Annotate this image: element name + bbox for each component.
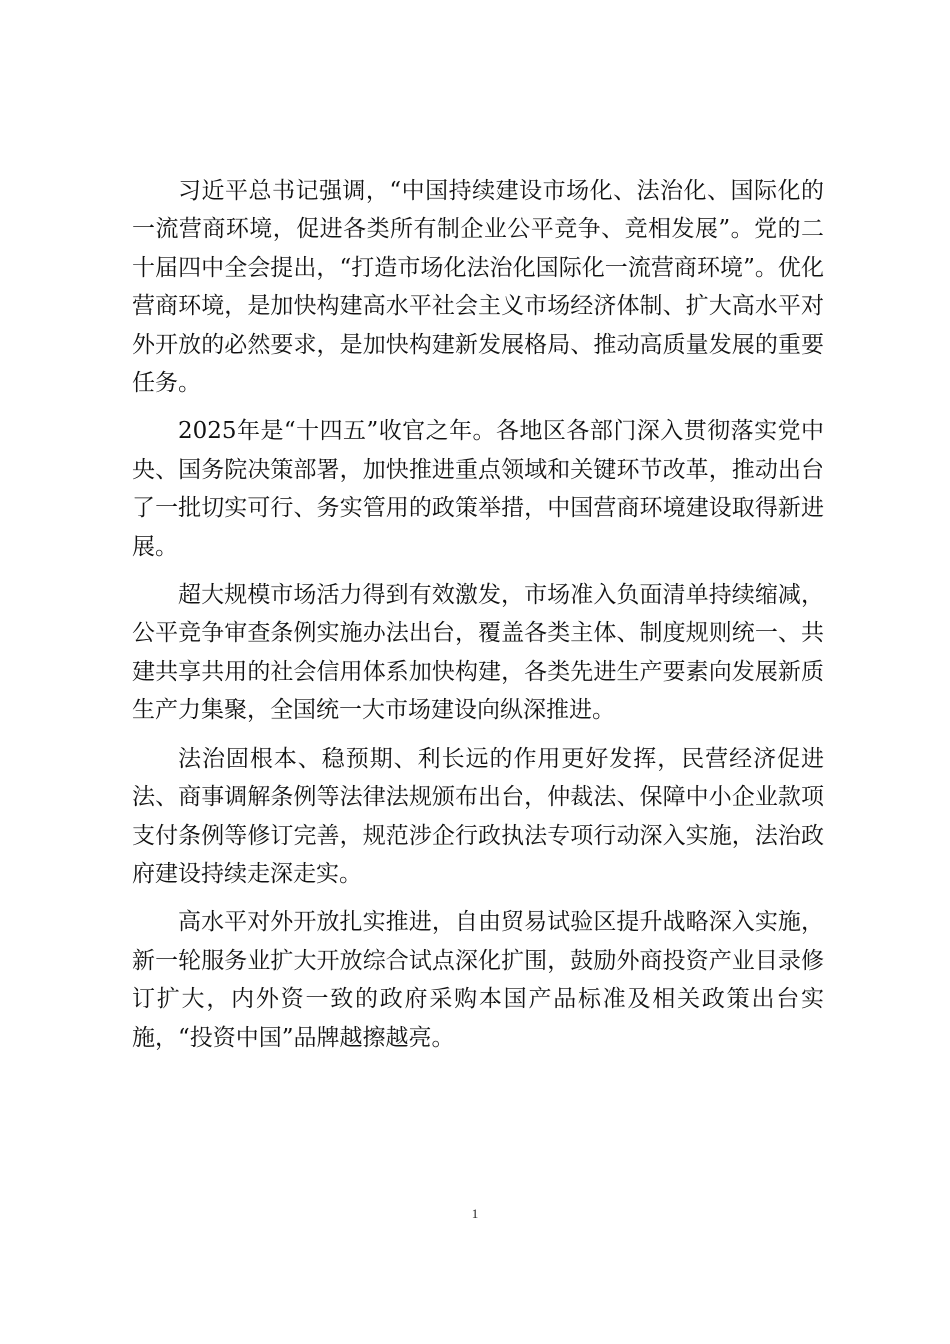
paragraph-3: 超大规模市场活力得到有效激发，市场准入负面清单持续缩减，公平竞争审查条例实施办法出台，覆盖各类主体、制度规则统一、共建共享共用的社会信用体系加快构建，各类先进生产要素向发展新质生产力集聚，全国统一大市场建设向纵深推进。	[132, 582, 824, 724]
paragraph-2: 2025年是“十四五”收官之年。各地区各部门深入贯彻落实党中央、国务院决策部署，加快推进重点领域和关键环节改革，推动出台了一批切实可行、务实管用的政策举措，中国营商环境建设取得新进展。	[132, 418, 824, 560]
paragraph-1: 习近平总书记强调，“中国持续建设市场化、法治化、国际化的一流营商环境，促进各类所有制企业公平竞争、竞相发展”。党的二十届四中全会提出，“打造市场化法治化国际化一流营商环境”。优化营商环境，是加快构建高水平社会主义市场经济体制、扩大高水平对外开放的必然要求，是加快构建新发展格局、推动高质量发展的重要任务。	[132, 178, 824, 397]
body-text	[132, 172, 824, 1067]
paragraph-4: 法治固根本、稳预期、利长远的作用更好发挥，民营经济促进法、商事调解条例等法律法规颁布出台，仲裁法、保障中小企业款项支付条例等修订完善，规范涉企行政执法专项行动深入实施，法治政府建设持续走深走实。	[132, 745, 824, 887]
paragraph-5: 高水平对外开放扎实推进，自由贸易试验区提升战略深入实施，新一轮服务业扩大开放综合试点深化扩围，鼓励外商投资产业目录修订扩大，内外资一致的政府采购本国产品标准及相关政策出台实施，“投资中国”品牌越擦越亮。	[132, 909, 824, 1051]
page-number: 1	[471, 1206, 479, 1221]
